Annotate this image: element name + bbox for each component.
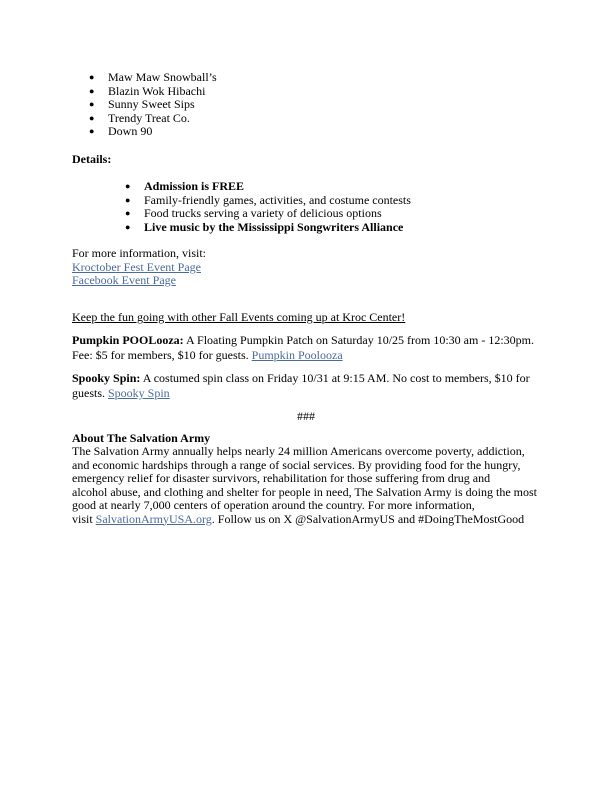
about-body [72,445,542,526]
about-line: emergency relief for disaster survivors, rehabilitation for those suffering from drug and [72,471,491,485]
bullet-icon: ● [125,181,131,191]
detail-text: Food trucks serving a variety of delicious options [144,206,382,220]
vendor-name: Down 90 [108,124,153,138]
about-line: and economic hardships through a range of social services. By providing food for the hungry, [72,457,521,472]
list-item [125,219,411,235]
list-item [89,83,217,99]
vendor-name: Maw Maw Snowball’s [108,70,217,84]
about-line-last [72,513,542,527]
list-item [125,206,411,221]
spooky-title: Spooky Spin: [72,371,141,385]
kroctober-fest-link[interactable]: Kroctober Fest Event Page [72,259,201,274]
bullet-icon: ● [125,221,131,232]
spooky-spin-paragraph [72,371,542,401]
bullet-icon: ● [89,85,95,96]
detail-text: Live music by the Mississippi Songwriters Alliance [144,219,404,234]
vendor-list [89,70,217,139]
about-line: good at nearly 7,000 centers of operation around the country. For more information, [72,498,475,512]
spooky-text: A costumed spin class on Friday 10/31 at 9:15 AM. No cost to members, $10 for guests. [72,371,530,400]
about-visit-text: visit [72,511,96,526]
list-item [89,124,217,139]
more-info-text: For more information, visit: [72,246,206,260]
bullet-icon: ● [125,194,131,205]
about-heading: About The Salvation Army [72,431,211,445]
section-separator: ### [297,409,315,423]
detail-text: Family-friendly games, activities, and costume contests [144,192,411,207]
list-item [125,179,411,194]
details-heading: Details: [72,152,112,166]
bullet-icon: ● [89,99,95,109]
about-follow-text: . Follow us on X @SalvationArmyUS and #DoingTheMostGood [211,511,525,526]
pumpkin-title: Pumpkin POOLooza: [72,333,184,347]
bullet-icon: ● [89,126,95,136]
facebook-event-link[interactable]: Facebook Event Page [72,273,176,287]
about-line: alcohol abuse, and clothing and shelter for people in need, The Salvation Army is doing the most [72,484,538,499]
spooky-spin-link[interactable]: Spooky Spin [108,386,170,400]
list-item [125,192,411,208]
bullet-icon: ● [89,72,95,82]
bullet-icon: ● [125,208,131,218]
list-item [89,97,217,112]
vendor-name: Blazin Wok Hibachi [108,83,206,98]
pumpkin-text: A Floating Pumpkin Patch on Saturday 10/25 from 10:30 am - 12:30pm. Fee: $5 for members, $10 for guests. [72,333,535,362]
vendor-name: Trendy Treat Co. [108,110,190,125]
pumpkin-poolooza-link[interactable]: Pumpkin Poolooza [251,348,343,362]
vendor-name: Sunny Sweet Sips [108,97,195,111]
more-info-section [72,247,206,288]
detail-text: Admission is FREE [144,179,245,193]
pumpkin-poolooza-paragraph [72,333,542,363]
details-list [125,179,411,234]
list-item [89,70,217,85]
about-line: The Salvation Army annually helps nearly 24 million Americans overcome poverty, addiction, [72,444,525,458]
fall-events-heading: Keep the fun going with other Fall Events coming up at Kroc Center! [72,310,406,324]
list-item [89,110,217,126]
bullet-icon: ● [89,112,95,123]
salvation-army-link[interactable]: SalvationArmyUSA.org [95,511,212,526]
